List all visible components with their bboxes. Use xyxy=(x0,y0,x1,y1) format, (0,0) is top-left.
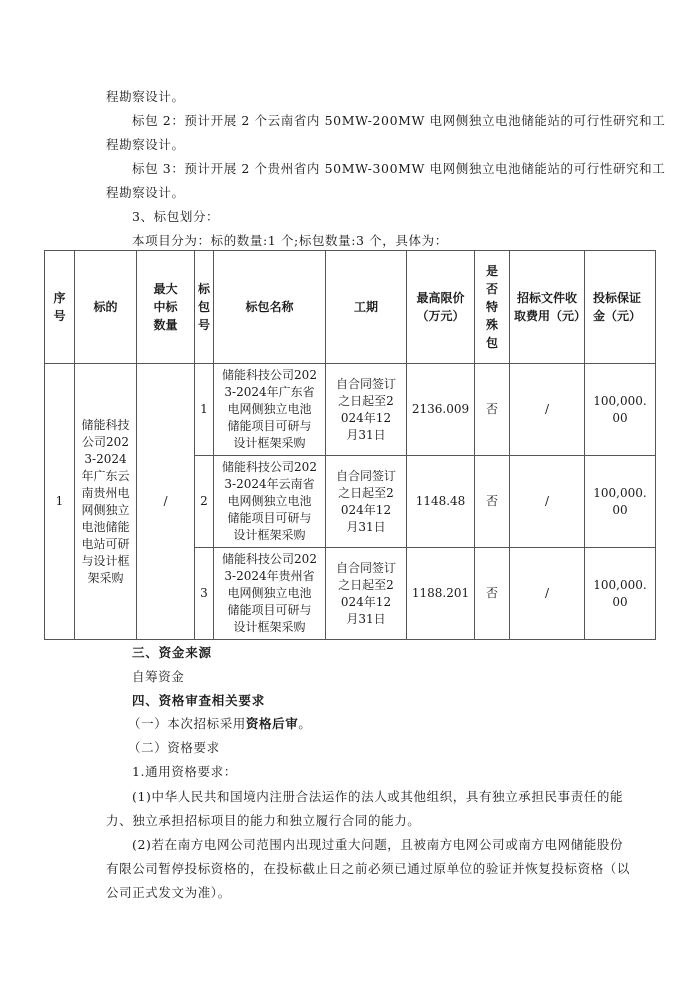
cell-doc-fee: / xyxy=(510,456,585,548)
cell-duration: 自合同签订之日起至2024年12月31日 xyxy=(326,548,407,640)
package-summary: 本项目分为：标的数量:1 个;标包数量:3 个，具体为： xyxy=(132,233,448,248)
funding-heading: 三、资金来源 xyxy=(132,645,212,660)
cell-package-name: 储能科技公司2023-2024年贵州省电网侧独立电池储能项目可研与设计框架采购 xyxy=(214,548,326,640)
cell-special: 否 xyxy=(475,364,510,456)
cell-package-no: 3 xyxy=(195,548,214,640)
qualification-review-prefix: （一）本次招标采用 xyxy=(128,716,246,731)
cell-max-price: 1148.48 xyxy=(407,456,475,548)
table-header-row xyxy=(45,251,656,364)
general-requirements-heading: 1.通用资格要求： xyxy=(132,764,237,779)
requirement-2: (2)若在南方电网公司范围内出现过重大问题，且被南方电网公司或南方电网储能股份 xyxy=(132,837,624,852)
cell-doc-fee: / xyxy=(510,548,585,640)
header-package-name: 标包名称 xyxy=(214,251,326,364)
package-table xyxy=(44,250,656,640)
header-subject: 标的 xyxy=(75,251,137,364)
cell-duration: 自合同签订之日起至2024年12月31日 xyxy=(326,364,407,456)
requirement-2-cont-2: 公司正式发文为准）。 xyxy=(106,885,231,900)
qualification-review-method xyxy=(128,716,311,732)
cell-max-price: 2136.009 xyxy=(407,364,475,456)
requirement-1-cont: 力、独立承担招标项目的能力和独立履行合同的能力。 xyxy=(106,813,421,828)
paragraph-continuation: 程勘察设计。 xyxy=(106,89,185,104)
cell-special: 否 xyxy=(475,548,510,640)
cell-max-award: / xyxy=(137,364,195,640)
header-max-price: 最高限价（万元） xyxy=(407,251,475,364)
section-3-heading: 3、标包划分： xyxy=(132,209,220,224)
funding-text: 自筹资金 xyxy=(132,669,185,684)
package-3-description-cont: 程勘察设计。 xyxy=(106,185,185,200)
header-deposit: 投标保证金（元） xyxy=(585,251,656,364)
requirement-1: (1)中华人民共和国境内注册合法运作的法人或其他组织，具有独立承担民事责任的能 xyxy=(132,789,624,804)
cell-package-no: 2 xyxy=(195,456,214,548)
qualification-review-suffix: 。 xyxy=(298,716,312,731)
requirement-2-cont: 有限公司暂停投标资格的，在投标截止日之前必须已通过原单位的验证并恢复投标资格（以 xyxy=(106,861,631,876)
package-2-description: 标包 2：预计开展 2 个云南省内 50MW-200MW 电网侧独立电池储能站的可行性研究和工 xyxy=(132,113,666,128)
cell-package-no: 1 xyxy=(195,364,214,456)
cell-deposit: 100,000.00 xyxy=(585,364,656,456)
table-row xyxy=(45,364,656,456)
qualification-heading: 四、资格审查相关要求 xyxy=(132,693,266,708)
header-max-award: 最大中标数量 xyxy=(137,251,195,364)
package-2-description-cont: 程勘察设计。 xyxy=(106,137,185,152)
header-document-fee: 招标文件收取费用（元） xyxy=(510,251,585,364)
header-special-package: 是否特殊包 xyxy=(475,251,510,364)
header-seq: 序号 xyxy=(45,251,75,364)
qualification-review-bold: 资格后审 xyxy=(245,716,299,731)
cell-max-price: 1188.201 xyxy=(407,548,475,640)
cell-package-name: 储能科技公司2023-2024年广东省电网侧独立电池储能项目可研与设计框架采购 xyxy=(214,364,326,456)
cell-doc-fee: / xyxy=(510,364,585,456)
package-3-description: 标包 3：预计开展 2 个贵州省内 50MW-300MW 电网侧独立电池储能站的可行性研究和工 xyxy=(132,161,666,176)
cell-deposit: 100,000.00 xyxy=(585,548,656,640)
header-duration: 工期 xyxy=(326,251,407,364)
cell-special: 否 xyxy=(475,456,510,548)
cell-duration: 自合同签订之日起至2024年12月31日 xyxy=(326,456,407,548)
header-package-no: 标包号 xyxy=(195,251,214,364)
qualification-requirements-heading: （二）资格要求 xyxy=(128,740,220,755)
cell-package-name: 储能科技公司2023-2024年云南省电网侧独立电池储能项目可研与设计框架采购 xyxy=(214,456,326,548)
cell-deposit: 100,000.00 xyxy=(585,456,656,548)
cell-seq: 1 xyxy=(45,364,75,640)
cell-subject: 储能科技公司2023-2024年广东云南贵州电网侧独立电池储能电站可研与设计框架采购 xyxy=(75,364,137,640)
